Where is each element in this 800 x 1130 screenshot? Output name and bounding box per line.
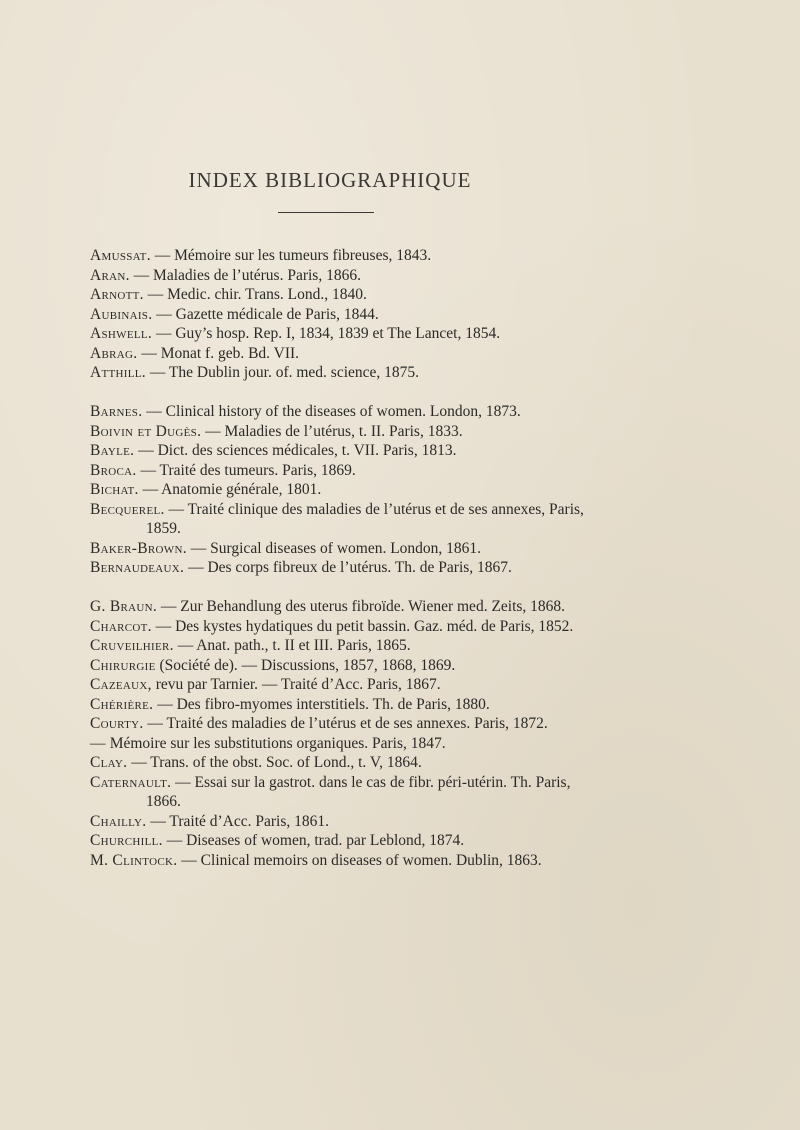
group-spacer	[90, 578, 590, 598]
entry-text: — Guy’s hosp. Rep. I, 1834, 1839 et The Lancet, 1854.	[152, 325, 501, 342]
bibliography-entry	[90, 344, 590, 364]
entry-text: — Anat. path., t. II et III. Paris, 1865.	[173, 637, 411, 654]
bibliography-entry	[90, 441, 590, 461]
entry-text: — Maladies de l’utérus. Paris, 1866.	[129, 266, 361, 284]
entry-author: Barnes.	[90, 403, 143, 420]
entry-author: Caternault.	[90, 773, 172, 791]
entry-text: — Dict. des sciences médicales, t. VII. Paris, 1813.	[134, 442, 457, 459]
entry-text: — Traité des tumeurs. Paris, 1869.	[136, 461, 356, 479]
bibliography-entry	[90, 831, 590, 851]
entry-author: Chailly.	[90, 812, 147, 830]
entry-author: Churchill.	[90, 832, 163, 849]
entry-text: revu par Tarnier. — Traité d’Acc. Paris, 1867.	[151, 676, 441, 693]
entry-author: Cruveilhier.	[90, 637, 174, 654]
bibliography-entry	[90, 539, 590, 559]
entry-author: Bichat.	[90, 481, 139, 498]
entry-text: — Des fibro-myomes interstitiels. Th. de Paris, 1880.	[153, 695, 490, 713]
entry-text: — Clinical memoirs on diseases of women. Dublin, 1863.	[177, 851, 542, 869]
entry-author: G. Braun.	[90, 598, 158, 615]
entry-text: — Gazette médicale de Paris, 1844.	[152, 305, 379, 323]
entry-text: — Clinical history of the diseases of women. London, 1873.	[142, 403, 521, 420]
bibliography-entry	[90, 246, 590, 266]
entry-text: — Trans. of the obst. Soc. of Lond., t. V, 1864.	[127, 754, 422, 771]
entry-author: Ashwell.	[90, 325, 153, 342]
bibliography-entry	[90, 422, 590, 442]
entry-text: — Zur Behandlung des uterus fibroïde. Wiener med. Zeits, 1868.	[157, 598, 566, 615]
bibliography-list	[90, 246, 590, 870]
bibliography-entry	[90, 734, 590, 754]
bibliography-entry	[90, 675, 590, 695]
entry-text: — Mémoire sur les tumeurs fibreuses, 1843.	[150, 247, 432, 264]
bibliography-entry	[90, 480, 590, 500]
bibliography-entry	[90, 558, 590, 578]
entry-author: Aubinais.	[90, 305, 153, 323]
entry-text: — Maladies de l’utérus, t. II. Paris, 1833.	[201, 422, 463, 440]
entry-text: (Société de). — Discussions, 1857, 1868, 1869.	[155, 656, 456, 674]
bibliography-entry	[90, 656, 590, 676]
entry-text: — Des corps fibreux de l’utérus. Th. de Paris, 1867.	[184, 559, 512, 576]
page-title: INDEX BIBLIOGRAPHIQUE	[188, 168, 472, 192]
entry-text: — Traité d’Acc. Paris, 1861.	[146, 812, 329, 830]
entry-text: — Essai sur la gastrot. dans le cas de fibr. péri-utérin. Th. Paris, 1866.	[146, 773, 571, 810]
group-spacer	[90, 383, 590, 403]
entry-author: Atthill.	[90, 364, 146, 381]
entry-author: Boivin et Dugès.	[90, 422, 202, 440]
entry-author: Arnott.	[90, 286, 144, 303]
bibliography-entry	[90, 363, 590, 383]
entry-author: Broca.	[90, 461, 137, 479]
bibliography-entry	[90, 851, 590, 871]
entry-text: — Traité des maladies de l’utérus et de ses annexes. Paris, 1872.	[143, 715, 548, 732]
entry-author: Amussat.	[90, 247, 151, 264]
entry-author: Baker-Brown.	[90, 539, 187, 557]
entry-author: Bernaudeaux.	[90, 559, 185, 576]
entry-author: Clay.	[90, 754, 128, 771]
bibliography-entry	[90, 617, 590, 637]
bibliography-entry	[90, 812, 590, 832]
entry-text: Mémoire sur les substitutions organiques. Paris, 1847.	[105, 734, 446, 752]
entry-author: M. Clintock.	[90, 851, 178, 869]
bibliography-entry	[90, 773, 590, 812]
entry-author: Becquerel.	[90, 500, 165, 518]
entry-author: Courty.	[90, 715, 144, 732]
entry-author: Charcot.	[90, 617, 152, 635]
bibliography-entry	[90, 324, 590, 344]
entry-text: — Des kystes hydatiques du petit bassin. Gaz. méd. de Paris, 1852.	[151, 617, 574, 635]
bibliography-entry	[90, 500, 590, 539]
entry-text: — Monat f. geb. Bd. VII.	[137, 344, 300, 362]
entry-text: — Medic. chir. Trans. Lond., 1840.	[143, 286, 367, 303]
bibliography-entry	[90, 305, 590, 325]
entry-text: — Diseases of women, trad. par Leblond, 1874.	[162, 832, 465, 849]
title-rule	[278, 212, 374, 213]
entry-author: Chérière.	[90, 695, 154, 713]
entry-author: Chirurgie	[90, 656, 156, 674]
bibliography-entry	[90, 714, 590, 734]
bibliography-entry	[90, 636, 590, 656]
entry-text: — Traité clinique des maladies de l’utérus et de ses annexes, Paris, 1859.	[146, 500, 584, 537]
entry-author: —	[90, 734, 106, 752]
bibliography-entry	[90, 266, 590, 286]
bibliography-entry	[90, 695, 590, 715]
entry-text: — Anatomie générale, 1801.	[138, 481, 322, 498]
entry-author: Cazeaux,	[90, 676, 152, 693]
bibliography-entry	[90, 285, 590, 305]
entry-author: Aran.	[90, 266, 130, 284]
entry-text: — Surgical diseases of women. London, 1861.	[186, 539, 482, 557]
bibliography-entry	[90, 461, 590, 481]
entry-text: — The Dublin jour. of. med. science, 1875.	[145, 364, 420, 381]
entry-author: Abrag.	[90, 344, 138, 362]
bibliography-entry	[90, 402, 590, 422]
entry-author: Bayle.	[90, 442, 135, 459]
bibliography-entry	[90, 753, 590, 773]
bibliography-entry	[90, 597, 590, 617]
